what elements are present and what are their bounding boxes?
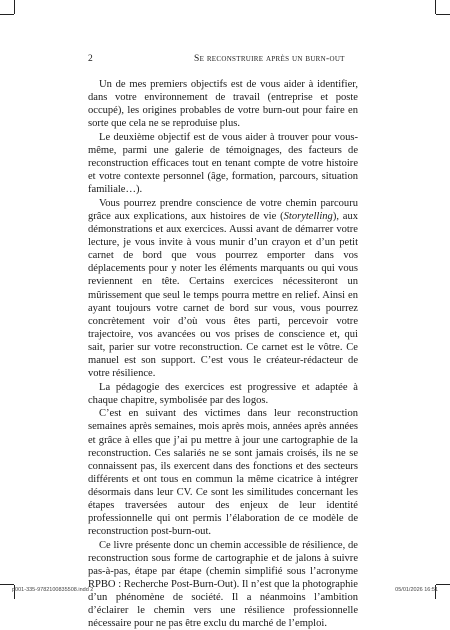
paragraph: Ce livre présente donc un chemin accessible de résilience, de reconstruction sous forme de cartographie et de jalons à suivre pas-à-pas, étape par étape (chemin simplifié sous l’acronyme RPBO : Recherche Post-Burn-Out). Il n’est que la photographie d’un phénomène de société. Il a néanmoins l’ambition d’éclairer le chemin vers une résilience professionnelle nécessaire pour ne pas être exclu du marché de l’emploi. <box>88 539 358 630</box>
crop-mark <box>436 14 450 15</box>
crop-mark <box>435 0 436 14</box>
print-file-name: p001-335-9782100835508.indd 2 <box>12 587 94 593</box>
paragraph: C’est en suivant des victimes dans leur reconstruction semaines après semaines, mois après mois, années après années et grâce à elles que j’ai pu mettre à jour une cartographie de la reconstruction. Ces salariés ne se sont jamais croisés, ils ne se connaissent pas, ils exercent dans des fonctions et des secteurs différents et ont tous en commun la même cicatrice à intégrer désormais dans leur CV. Ce sont les similitudes concernant les étapes traversées autour des enjeux de leur identité professionnelle qui ont permis l’élaboration de ce modèle de reconstruction post-burn-out. <box>88 408 358 538</box>
crop-mark <box>0 584 14 585</box>
running-header <box>88 54 354 66</box>
print-timestamp: 05/01/2026 16:51 <box>395 587 438 593</box>
crop-mark <box>14 0 15 14</box>
paragraph: Un de mes premiers objectifs est de vous aider à identifier, dans votre environnement de travail (entreprise et poste occupé), les origines probables de votre burn-out pour faire en sorte que cela ne se reproduise plus. <box>88 79 358 130</box>
print-slug <box>12 587 438 597</box>
crop-mark <box>436 584 450 585</box>
paragraph: Le deuxième objectif est de vous aider à trouver pour vous-même, parmi une galerie de témoignages, des facteurs de reconstruction efficaces tout en tenant compte de votre histoire et votre contexte personnel (âge, formation, parcours, situation familiale…). <box>88 131 358 196</box>
running-title: Se reconstruire après un burn-out <box>194 54 345 64</box>
paragraph: Vous pourrez prendre conscience de votre chemin parcouru grâce aux explications, aux histoires de vie (Storytelling), aux démonstrations et aux exercices. Aussi avant de démarrer votre lecture, je vous invite à vous munir d’un crayon et d’un petit carnet de bord que vous pourrez emporter dans vos déplacements pour y noter les éléments marquants ou qui vous reviennent en tête. Certains exercices nécessiteront un mûrissement que seul le temps pourra mettre en relief. Ainsi en ayant toujours votre carnet de bord sur vous, vous pourrez concrètement voir d’où vous êtes parti, percevoir votre trajectoire, vos avancées ou vos prises de conscience et, qui sait, parier sur votre reconstruction. Ce carnet est le vôtre. Ce manuel est son support. C’est vous le créateur-rédacteur de votre résilience. <box>88 197 359 380</box>
paragraph: La pédagogie des exercices est progressive et adaptée à chaque chapitre, symbolisée par des logos. <box>88 381 358 406</box>
crop-mark <box>0 14 14 15</box>
page-number: 2 <box>88 54 94 64</box>
body-text <box>88 78 358 630</box>
italic-term: Storytelling <box>283 210 333 222</box>
